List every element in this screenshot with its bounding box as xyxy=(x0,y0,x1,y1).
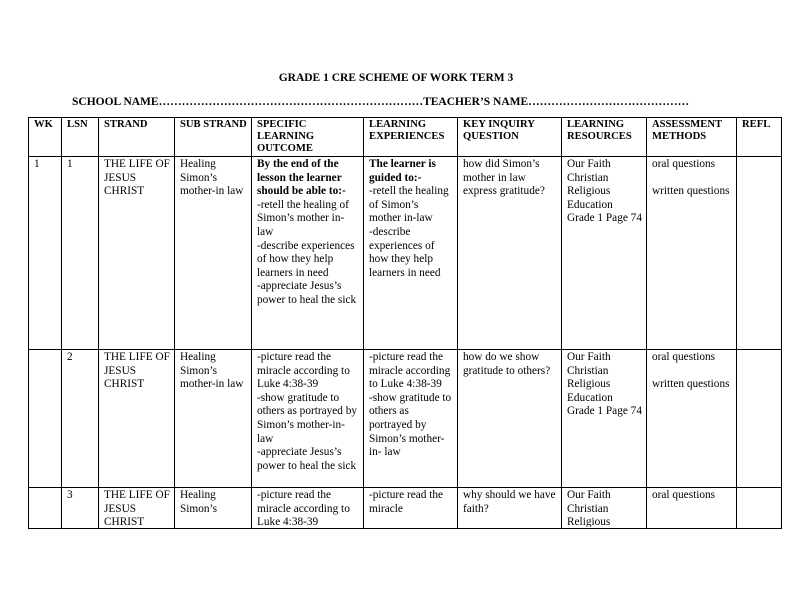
header-experiences: LEARNING EXPERIENCES xyxy=(364,118,458,157)
cell-outcome xyxy=(252,350,364,488)
table-row xyxy=(29,350,782,488)
cell-strand xyxy=(99,488,175,529)
header-lsn: LSN xyxy=(62,118,99,157)
cell-strand: THE LIFE OF JESUS CHRIST xyxy=(99,157,175,350)
cell-refl xyxy=(737,157,782,350)
experience-item: -show gratitude to others as portrayed by Simon’s mother-in- law xyxy=(369,391,452,459)
cell-question: how do we show gratitude to others? xyxy=(458,350,562,488)
question-text: why should we have faith? xyxy=(463,489,556,515)
assessment-item: written questions xyxy=(652,184,730,197)
cell-assessment xyxy=(647,350,737,488)
cell-wk xyxy=(29,350,62,488)
header-assessment: ASSESSMENT METHODS xyxy=(647,118,737,157)
outcome-item: -describe experiences of how they help learners in need xyxy=(257,239,355,279)
outcome-item: -picture read the miracle according to Luke 4:38-39 xyxy=(257,489,350,527)
header-resources: LEARNING RESOURCES xyxy=(562,118,647,157)
header-outcome: SPECIFIC LEARNING OUTCOME xyxy=(252,118,364,157)
header-refl: REFL xyxy=(737,118,782,157)
cell-assessment xyxy=(647,157,737,350)
cell-question: how did Simon’s mother in law express gratitude? xyxy=(458,157,562,350)
cell-sub-strand: Healing Simon’s mother-in law xyxy=(175,157,252,350)
school-teacher-line: SCHOOL NAME……………………………………………………………TEACHER’S NAME…………………………………… xyxy=(72,96,690,108)
outcome-item: -appreciate Jesus’s power to heal the sick xyxy=(257,446,357,472)
cell-resources xyxy=(562,488,647,529)
resources-text: Our Faith Christian Religious xyxy=(567,489,611,527)
cell-question xyxy=(458,488,562,529)
assessment-item: oral questions xyxy=(652,489,716,501)
assessment-item: written questions xyxy=(652,377,730,390)
experience-item: -describe experiences of how they help learners in need xyxy=(369,225,441,279)
cell-sub-strand: Healing Simon’s mother-in law xyxy=(175,350,252,488)
page-title: GRADE 1 CRE SCHEME OF WORK TERM 3 xyxy=(278,72,514,84)
experience-item: -retell the healing of Simon’s mother in-law xyxy=(369,185,449,225)
cell-lsn: 3 xyxy=(62,488,99,529)
cell-outcome xyxy=(252,157,364,350)
cell-sub-strand xyxy=(175,488,252,529)
assessment-item: oral questions xyxy=(652,351,716,363)
header-question: KEY INQUIRY QUESTION xyxy=(458,118,562,157)
cell-refl xyxy=(737,488,782,529)
experience-intro: The learner is guided to:- xyxy=(369,158,436,184)
header-strand: STRAND xyxy=(99,118,175,157)
scheme-of-work-table xyxy=(28,117,782,529)
table-row xyxy=(29,488,782,529)
header-wk: WK xyxy=(29,118,62,157)
table-header-row xyxy=(29,118,782,157)
cell-lsn: 1 xyxy=(62,157,99,350)
experience-item: -picture read the miracle xyxy=(369,489,444,515)
outcome-intro: By the end of the lesson the learner should be able to:- xyxy=(257,158,346,198)
outcome-item: -show gratitude to others as portrayed by Simon’s mother-in- law xyxy=(257,391,358,445)
assessment-item: oral questions xyxy=(652,158,716,170)
sub-strand-text: Healing Simon’s xyxy=(180,489,218,515)
cell-experiences xyxy=(364,350,458,488)
table-row xyxy=(29,157,782,350)
cell-strand: THE LIFE OF JESUS CHRIST xyxy=(99,350,175,488)
strand-text: THE LIFE OF JESUS CHRIST xyxy=(104,489,170,527)
cell-assessment xyxy=(647,488,737,529)
cell-lsn: 2 xyxy=(62,350,99,488)
cell-wk xyxy=(29,488,62,529)
cell-wk: 1 xyxy=(29,157,62,350)
header-sub-strand: SUB STRAND xyxy=(175,118,252,157)
experience-item: -picture read the miracle according to Luke 4:38-39 xyxy=(369,351,451,391)
cell-experiences xyxy=(364,488,458,529)
cell-resources: Our Faith Christian Religious Education Grade 1 Page 74 xyxy=(562,350,647,488)
outcome-item: -appreciate Jesus’s power to heal the sick xyxy=(257,280,357,306)
cell-resources: Our Faith Christian Religious Education Grade 1 Page 74 xyxy=(562,157,647,350)
cell-outcome xyxy=(252,488,364,529)
outcome-item: -picture read the miracle according to Luke 4:38-39 xyxy=(257,351,350,391)
outcome-item: -retell the healing of Simon’s mother in-law xyxy=(257,198,349,238)
cell-experiences xyxy=(364,157,458,350)
cell-refl xyxy=(737,350,782,488)
